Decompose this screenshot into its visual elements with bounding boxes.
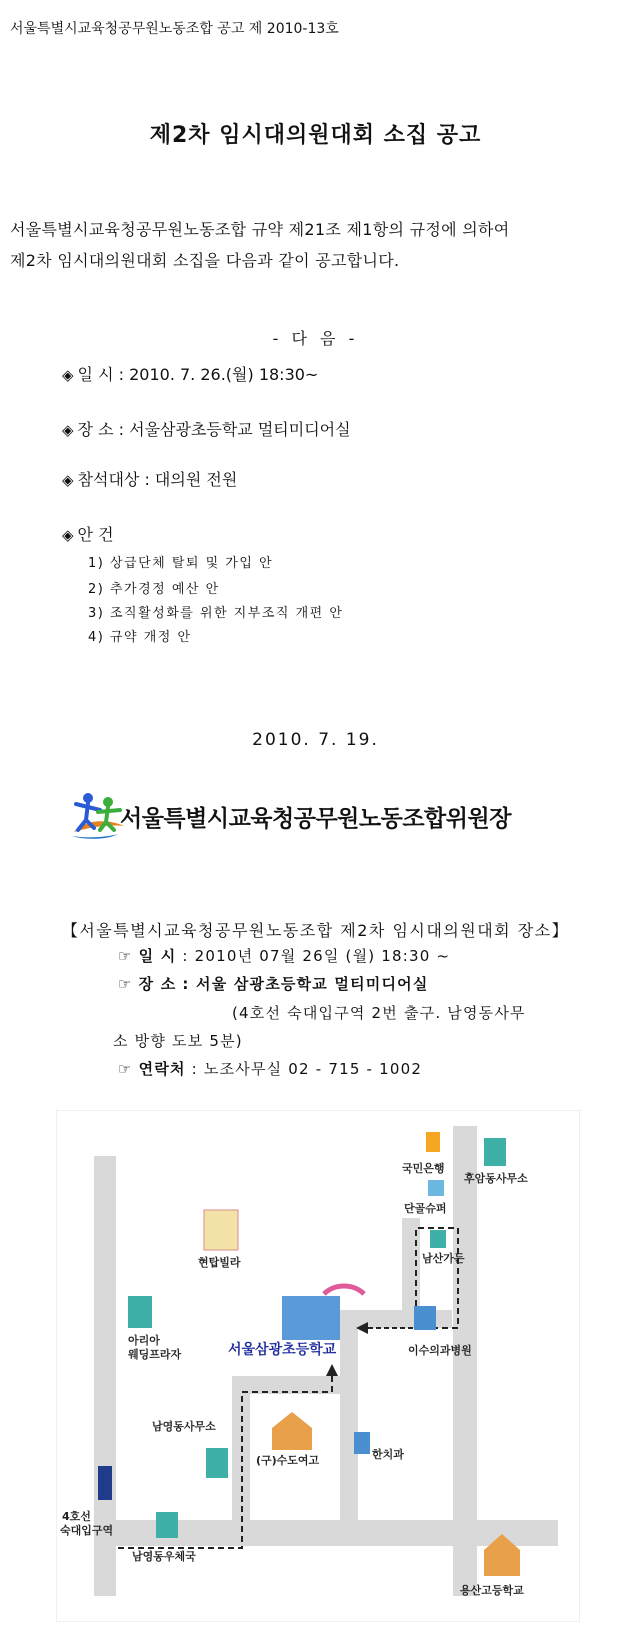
map-label-sudo-high: (구)수도여고	[256, 1454, 320, 1467]
huam-office-icon	[484, 1138, 506, 1166]
school-building-icon	[282, 1296, 340, 1340]
item-place-text: 장 소 : 서울삼광초등학교 멀티미디어실	[77, 420, 351, 439]
map-label-arirang-1: 아리아	[128, 1334, 160, 1347]
diamond-bullet-icon: ◈	[62, 421, 74, 439]
arirang-icon	[128, 1296, 152, 1328]
venue-time-value: : 2010년 07월 26일 (월) 18:30 ~	[182, 947, 451, 965]
intro-paragraph	[10, 214, 510, 276]
venue-time	[118, 945, 450, 966]
post-office-icon	[156, 1512, 178, 1538]
venue-contact	[118, 1058, 422, 1079]
venue-directions-1: (4호선 숙대입구역 2번 출구. 남영동사무	[232, 1004, 526, 1022]
intro-line-1: 서울특별시교육청공무원노동조합 규약 제21조 제1항의 규정에 의하여	[10, 220, 510, 239]
namsan-garden-icon	[430, 1230, 446, 1248]
map-label-post-office: 남영동우체국	[132, 1550, 196, 1563]
agenda-item: 2) 추가경정 예산 안	[88, 582, 220, 597]
bank-icon	[426, 1132, 440, 1152]
super-icon	[428, 1180, 444, 1196]
map-label-dangol-super: 단골슈퍼	[404, 1202, 447, 1215]
map-label-school: 서울삼광초등학교	[228, 1342, 337, 1358]
venue-contact-label: 연락처	[138, 1060, 186, 1078]
agenda-item: 4) 규약 개정 안	[88, 630, 192, 645]
notice-number: 서울특별시교육청공무원노동조합 공고 제 2010-13호	[10, 21, 339, 37]
pointer-hand-icon: ☞	[118, 975, 133, 993]
item-agenda	[62, 522, 114, 545]
map-label-dental: 한치과	[372, 1448, 404, 1461]
item-attendees	[62, 467, 237, 490]
map-label-namyeong-office: 남영동사무소	[152, 1420, 216, 1433]
map-label-station-1: 4호선	[62, 1510, 91, 1523]
item-datetime	[62, 362, 318, 385]
dental-icon	[354, 1432, 370, 1454]
map-label-yongsan-high: 용산고등학교	[460, 1584, 524, 1597]
map-label-kookmin-bank: 국민은행	[402, 1162, 445, 1175]
venue-place	[118, 973, 429, 994]
diamond-bullet-icon: ◈	[62, 471, 74, 489]
road-mid-right	[340, 1310, 358, 1536]
signature: 서울특별시교육청공무원노동조합위원장	[120, 806, 511, 832]
venue-time-label: 일 시	[138, 947, 177, 965]
announcement-date: 2010. 7. 19.	[252, 730, 379, 750]
map-label-arirang-2: 웨딩프라자	[128, 1348, 182, 1361]
map-label-namsan-garden: 남산가든	[422, 1252, 465, 1265]
following-heading: - 다 음 -	[272, 329, 359, 348]
namyeong-office-icon	[206, 1448, 228, 1478]
map-label-villa: 현탑빌라	[198, 1256, 241, 1269]
union-logo-icon	[68, 790, 128, 842]
map-label-station-2: 숙대입구역	[60, 1524, 114, 1537]
intro-line-2: 제2차 임시대의원대회 소집을 다음과 같이 공고합니다.	[10, 251, 400, 270]
location-map	[56, 1110, 580, 1622]
diamond-bullet-icon: ◈	[62, 366, 74, 384]
item-agenda-label: 안 건	[77, 525, 114, 544]
venue-contact-value: : 노조사무실 02 - 715 - 1002	[191, 1060, 423, 1078]
item-place	[62, 417, 351, 440]
page-title: 제2차 임시대의원대회 소집 공고	[149, 123, 482, 148]
item-attendees-text: 참석대상 : 대의원 전원	[77, 470, 238, 489]
item-datetime-text: 일 시 : 2010. 7. 26.(월) 18:30~	[77, 365, 319, 384]
map-label-clinic: 이수의과병원	[408, 1344, 472, 1357]
pointer-hand-icon: ☞	[118, 1060, 133, 1078]
villa-icon	[204, 1210, 238, 1250]
venue-place-value: : 서울 삼광초등학교 멀티미디어실	[182, 975, 429, 993]
venue-place-label: 장 소	[138, 975, 177, 993]
diamond-bullet-icon: ◈	[62, 526, 74, 544]
subway-station-icon	[98, 1466, 112, 1500]
pointer-hand-icon: ☞	[118, 947, 133, 965]
clinic-icon	[414, 1306, 436, 1330]
agenda-item: 1) 상급단체 탈퇴 및 가입 안	[88, 556, 274, 571]
venue-title: 【서울특별시교육청공무원노동조합 제2차 임시대의원대회 장소】	[61, 921, 570, 940]
venue-directions-2: 소 방향 도보 5분)	[113, 1032, 243, 1050]
map-label-huam-office: 후암동사무소	[464, 1172, 528, 1185]
agenda-item: 3) 조직활성화를 위한 지부조직 개편 안	[88, 606, 344, 621]
